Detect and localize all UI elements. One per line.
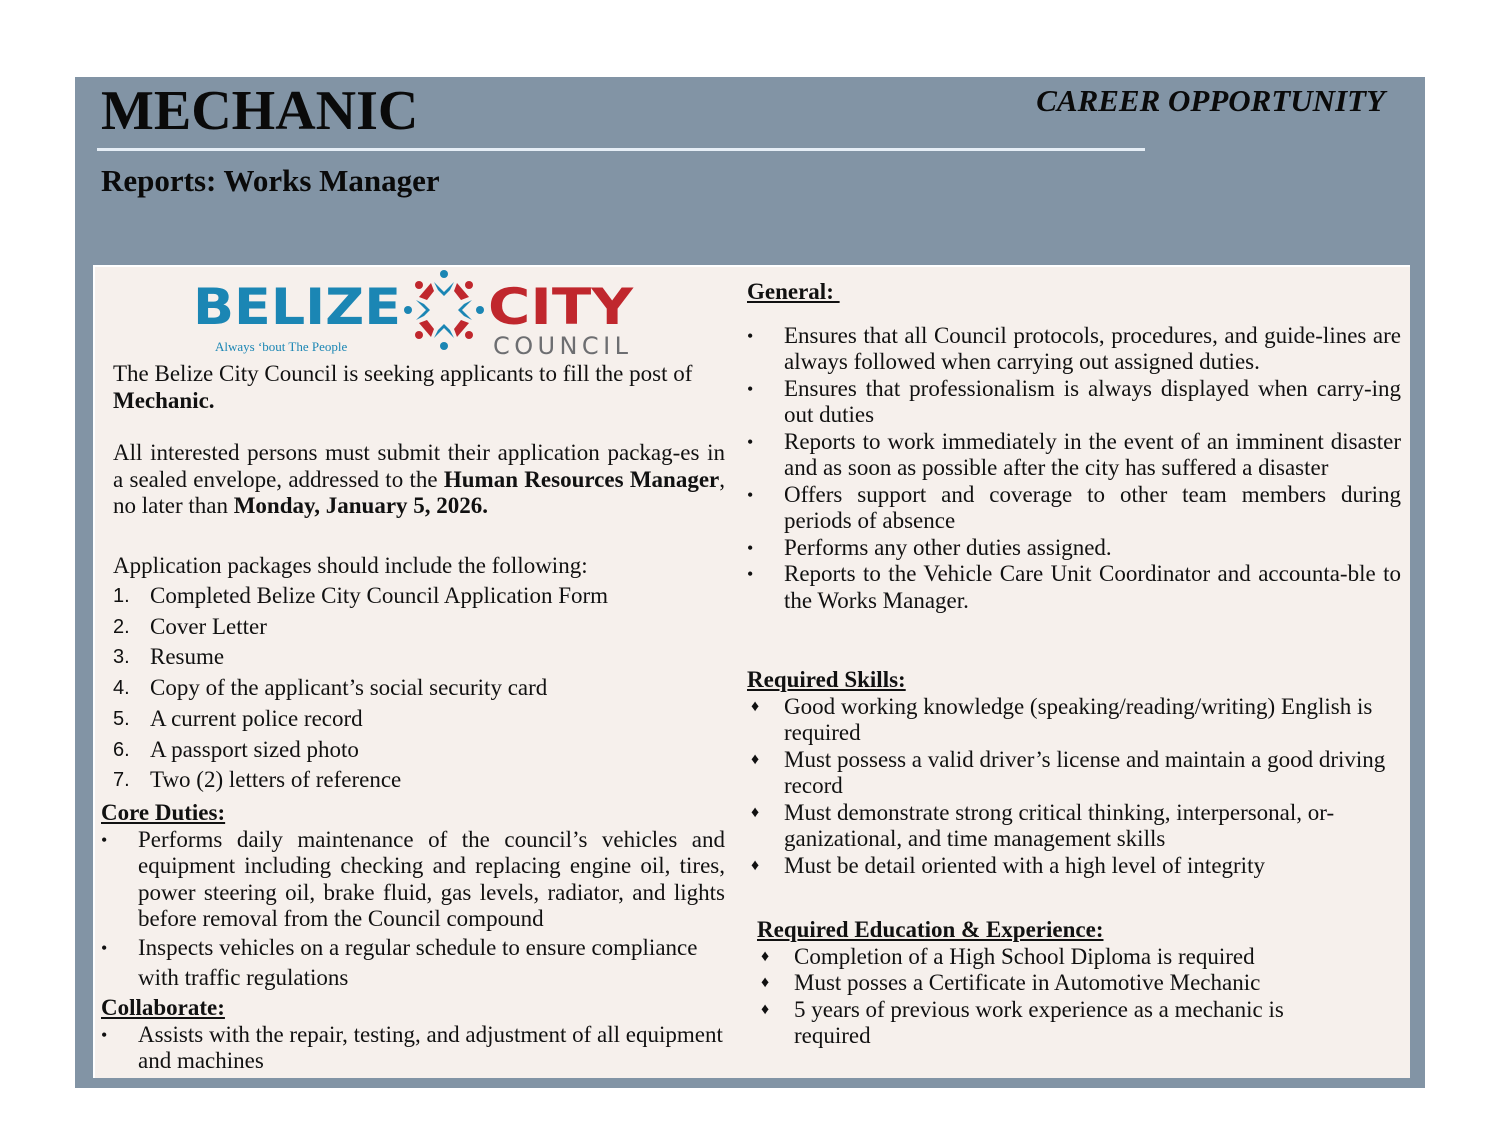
section-heading: General: [747, 279, 840, 304]
career-opportunity-tag: CAREER OPPORTUNITY [1036, 83, 1385, 118]
list-item: 1. Completed Belize City Council Application Form [113, 583, 609, 608]
list-item: ♦ Must possess a valid driver’s license and maintain a good driving record [751, 746, 1386, 798]
list-item: ♦ Good working knowledge (speaking/reading/writing) English is required [751, 693, 1373, 745]
list-item: 3. Resume [113, 644, 225, 670]
section-heading: Required Education & Experience: [757, 917, 1104, 942]
bullet-icon: • [101, 829, 108, 850]
section-heading: Core Duties: [101, 800, 226, 825]
core-duties-section [101, 800, 725, 993]
bullet-icon: • [747, 325, 754, 346]
list-item: ♦ Must demonstrate strong critical thinking, interpersonal, or-ganizational, and time management skills [751, 799, 1335, 851]
diamond-bullet-icon: ♦ [751, 750, 760, 768]
packages-intro: Application packages should include the following: [113, 553, 588, 578]
diamond-bullet-icon: ♦ [761, 947, 770, 965]
title-divider [97, 148, 1145, 151]
section-heading: Required Skills: [747, 667, 906, 692]
logo-tagline: Always ‘bout The People [215, 339, 348, 354]
required-skills-section [747, 667, 1401, 879]
content-panel [93, 265, 1410, 1078]
education-experience-section [757, 917, 1401, 1050]
bullet-icon: • [101, 1024, 108, 1045]
diamond-bullet-icon: ♦ [751, 697, 760, 715]
list-item: • Ensures that professionalism is always displayed when carry-ing out duties [747, 375, 1401, 427]
reports-to: Reports: Works Manager [101, 163, 440, 198]
logo-word-city: CITY [488, 278, 634, 336]
list-item: 6. A passport sized photo [113, 736, 359, 762]
submission-paragraph: All interested persons must submit their application packag-es in a sealed envelope, addressed to the Human Resources Manager, no later than Monday, January 5, 2026. [113, 440, 725, 518]
diamond-bullet-icon: ♦ [751, 803, 760, 821]
diamond-bullet-icon: ♦ [761, 974, 770, 991]
list-item: • Inspects vehicles on a regular schedule to ensure compliance with traffic regulations [101, 934, 698, 990]
logo-word-council: COUNCIL [493, 332, 628, 359]
list-item: • Performs daily maintenance of the council’s vehicles and equipment including checking and replacing engine oil, tires, power steering oil, brake fluid, gas levels, radiator, and lights before removal from the Council compound [101, 826, 725, 931]
left-column [95, 267, 735, 1078]
bullet-icon: • [101, 937, 108, 958]
list-item: • Offers support and coverage to other team members during periods of absence [747, 481, 1401, 533]
list-item: 7. Two (2) letters of reference [113, 767, 402, 793]
diamond-bullet-icon: ♦ [751, 856, 760, 874]
list-item: ♦ Must posses a Certificate in Automotive Mechanic [761, 970, 1261, 995]
bullet-icon: • [747, 431, 754, 452]
list-item: • Assists with the repair, testing, and adjustment of all equipment and machines [101, 1021, 723, 1073]
bullet-icon: • [747, 564, 754, 584]
list-item: • Reports to the Vehicle Care Unit Coordinator and accounta-ble to the Works Manager. [747, 561, 1401, 613]
collaborate-section [101, 995, 725, 1075]
application-checklist [113, 581, 608, 796]
belize-city-council-logo [193, 267, 643, 359]
list-item: ♦ 5 years of previous work experience as a mechanic is required [761, 996, 1284, 1048]
list-item: • Ensures that all Council protocols, procedures, and guide-lines are always followed when carrying out assigned duties. [747, 322, 1401, 374]
list-item: ♦ Completion of a High School Diploma is required [761, 943, 1255, 969]
list-item: 2. Cover Letter [113, 613, 267, 639]
bullet-icon: • [747, 484, 754, 505]
bullet-icon: • [747, 537, 754, 558]
job-title: MECHANIC [101, 80, 419, 142]
poster-frame [75, 77, 1425, 1088]
list-item: • Performs any other duties assigned. [747, 534, 1112, 560]
right-column [747, 267, 1403, 1078]
list-item: • Reports to work immediately in the event of an imminent disaster and as soon as possible after the city has suffered a disaster [747, 428, 1401, 480]
diamond-bullet-icon: ♦ [761, 1000, 770, 1018]
logo-word-belize: BELIZE [193, 278, 401, 336]
section-heading: Collaborate: [101, 995, 225, 1020]
bullet-icon: • [747, 378, 754, 399]
list-item: 4. Copy of the applicant’s social security card [113, 675, 548, 701]
list-item: 5. A current police record [113, 705, 363, 731]
people-circle-emblem [404, 270, 484, 350]
intro-paragraph: The Belize City Council is seeking applicants to fill the post of Mechanic. [113, 361, 693, 413]
general-section [747, 279, 1401, 614]
list-item: ♦ Must be detail oriented with a high level of integrity [751, 852, 1265, 878]
